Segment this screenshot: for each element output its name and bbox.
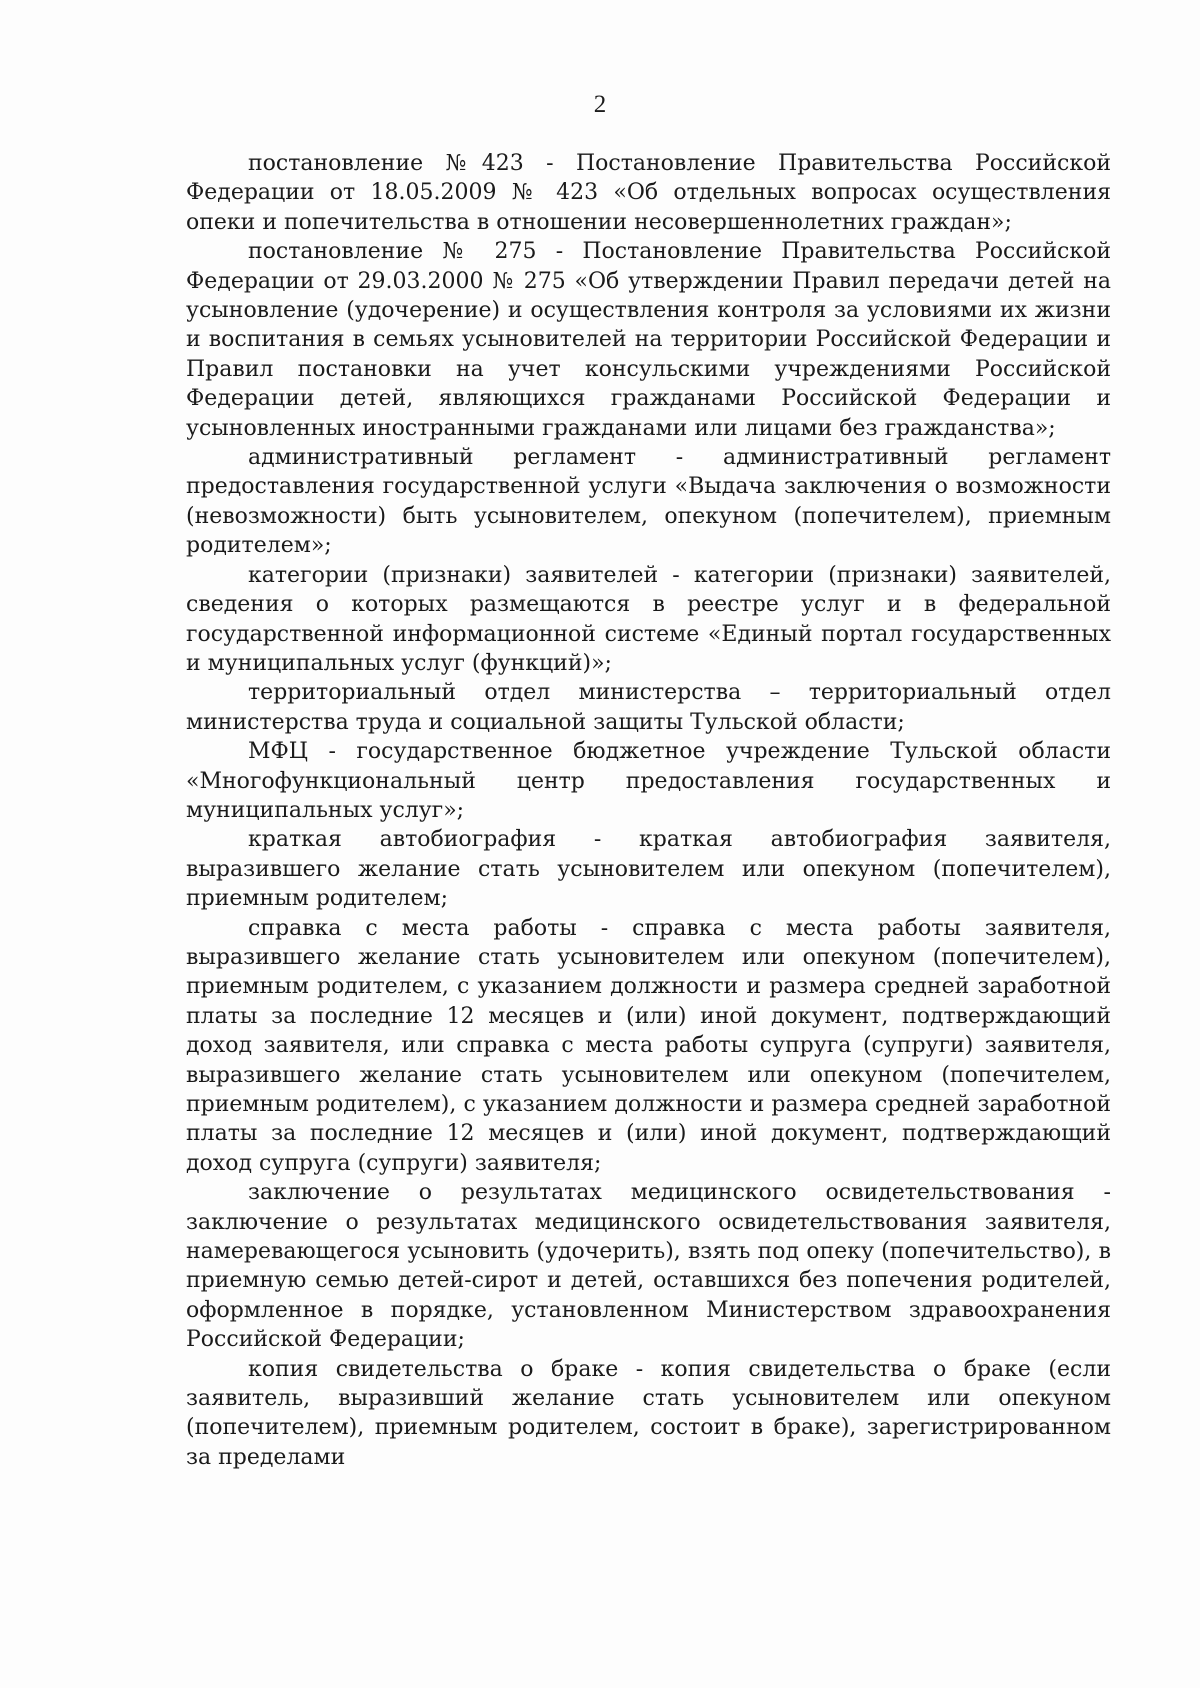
definition-applicant-categories: категории (признаки) заявителей - категории (признаки) заявителей, сведения о которых размещаются в реестре услуг и в федеральной государственной информационной системе «Единый портал государственных и муниципальных услуг (функций)»; xyxy=(186,562,1111,676)
definition-territorial-department: территориальный отдел министерства – территориальный отдел министерства труда и социальной защиты Тульской области; xyxy=(186,680,1111,735)
definition-mfc: МФЦ - государственное бюджетное учреждение Тульской области «Многофункциональный центр предоставления государственных и муниципальных услуг»; xyxy=(186,739,1111,823)
definition-administrative-regulation: административный регламент - административный регламент предоставления государственной услуги «Выдача заключения о возможности (невозможности) быть усыновителем, опекуном (попечителем), приемным родителем»; xyxy=(186,445,1111,559)
definition-short-autobiography: краткая автобиография - краткая автобиография заявителя, выразившего желание стать усыновителем или опекуном (попечителем), приемным родителем; xyxy=(186,827,1111,912)
definition-marriage-certificate-copy: копия свидетельства о браке - копия свидетельства о браке (если заявитель, выразивший желание стать усыновителем или опекуном (попечителем), приемным родителем, состоит в браке), зарегистрированном за пределами xyxy=(186,1356,1111,1470)
page-number: 2 xyxy=(593,91,607,118)
document-body xyxy=(186,149,1111,1472)
definition-employment-certificate: справка с места работы - справка с места работы заявителя, выразившего желание стать усыновителем или опекуном (попечителем), приемным родителем, с указанием должности и размера средней заработной платы за последние 12 месяцев и (или) иной документ, подтверждающий доход заявителя, или справка с места работы супруга (супруги) заявителя, выразившего желание стать усыновителем или опекуном (попечителем, приемным родителем), с указанием должности и размера средней заработной платы за последние 12 месяцев и (или) иной документ, подтверждающий доход супруга (супруги) заявителя; xyxy=(186,915,1111,1176)
definition-medical-report: заключение о результатах медицинского освидетельствования - заключение о результатах медицинского освидетельствования заявителя, намеревающегося усыновить (удочерить), взять под опеку (попечительство), в приемную семью детей-сирот и детей, оставшихся без попечения родителей, оформленное в порядке, установленном Министерством здравоохранения Российской Федерации; xyxy=(186,1180,1111,1353)
definition-resolution-423: постановление №423 - Постановление Правительства Российской Федерации от 18.05.2009 № 423 «Об отдельных вопросах осуществления опеки и попечительства в отношении несовершеннолетних граждан»; xyxy=(186,151,1111,235)
definition-resolution-275: постановление № 275 - Постановление Правительства Российской Федерации от 29.03.2000 № 275 «Об утверждении Правил передачи детей на усыновление (удочерение) и осуществления контроля за условиями их жизни и воспитания в семьях усыновителей на территории Российской Федерации и Правил постановки на учет консульскими учреждениями Российской Федерации детей, являющихся гражданами Российской Федерации и усыновленных иностранными гражданами или лицами без гражданства»; xyxy=(186,239,1111,441)
